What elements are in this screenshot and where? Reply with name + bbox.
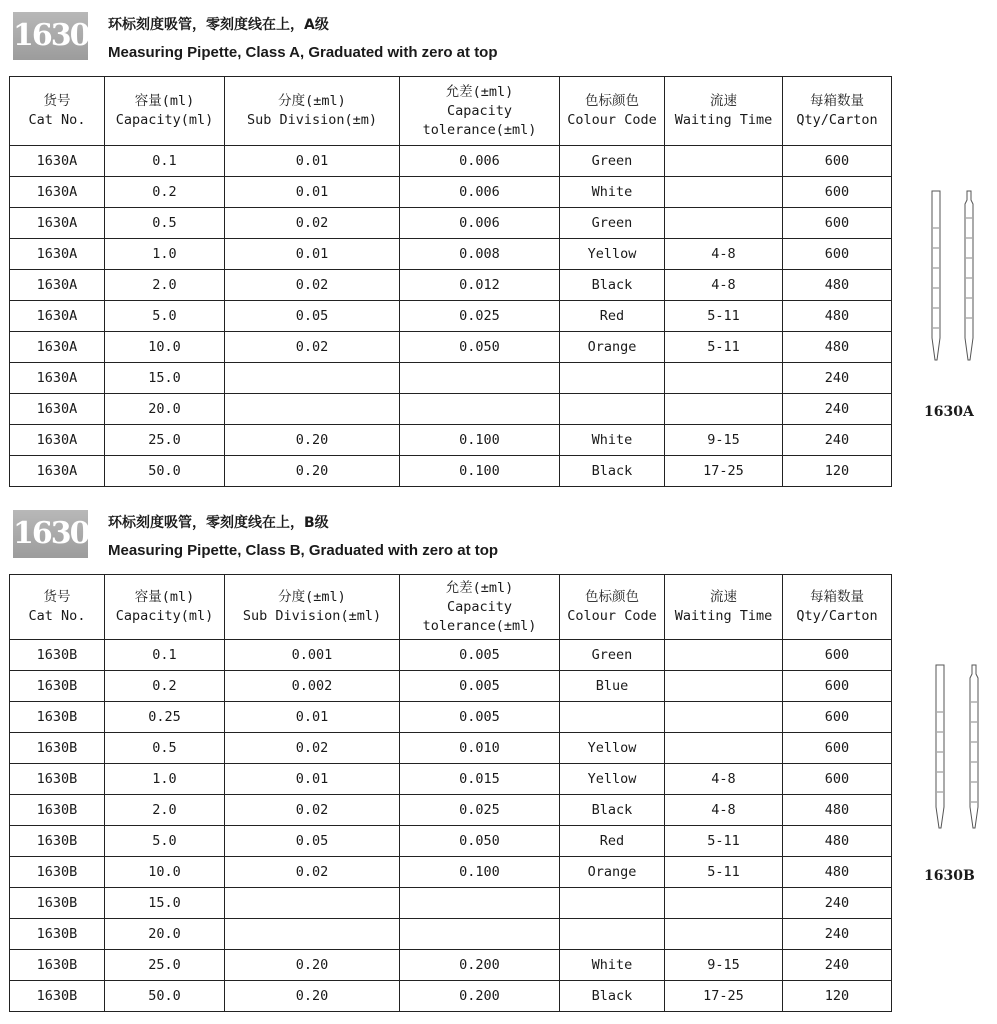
cell-qty-carton: 600: [783, 671, 892, 702]
header-line: tolerance(±ml): [422, 121, 537, 138]
cell-colour-code: [560, 919, 665, 950]
cell-colour-code: Black: [560, 456, 665, 487]
cell-tolerance: 0.100: [400, 425, 560, 456]
cell-capacity: 0.1: [105, 640, 225, 671]
cell-qty-carton: 600: [783, 146, 892, 177]
header-line: tolerance(±ml): [422, 617, 537, 634]
cell-colour-code: Black: [560, 270, 665, 301]
cell-colour-code: Red: [560, 301, 665, 332]
cell-qty-carton: 240: [783, 394, 892, 425]
cell-colour-code: Green: [560, 640, 665, 671]
cell-sub-division: 0.02: [225, 795, 400, 826]
cell-sub-division: 0.20: [225, 981, 400, 1012]
cell-cat-no: 1630A: [10, 456, 105, 487]
cell-capacity: 50.0: [105, 981, 225, 1012]
cell-cat-no: 1630B: [10, 950, 105, 981]
cell-capacity: 5.0: [105, 826, 225, 857]
cell-qty-carton: 240: [783, 919, 892, 950]
cell-capacity: 10.0: [105, 857, 225, 888]
cell-colour-code: White: [560, 177, 665, 208]
cell-qty-carton: 600: [783, 239, 892, 270]
cell-colour-code: Green: [560, 146, 665, 177]
header-capacity: [105, 77, 225, 146]
header-line: 分度(±ml): [278, 589, 346, 605]
cell-capacity: 5.0: [105, 301, 225, 332]
header-line: 容量(ml): [134, 93, 195, 109]
cell-cat-no: 1630B: [10, 888, 105, 919]
cell-cat-no: 1630B: [10, 733, 105, 764]
cell-waiting-time: [665, 640, 783, 671]
header-tolerance: [400, 77, 560, 146]
cell-capacity: 25.0: [105, 425, 225, 456]
header-tolerance: [400, 575, 560, 640]
table-row: [10, 671, 892, 702]
cell-cat-no: 1630B: [10, 702, 105, 733]
cell-colour-code: Black: [560, 981, 665, 1012]
cell-tolerance: [400, 919, 560, 950]
cell-waiting-time: [665, 394, 783, 425]
header-line: Qty/Carton: [796, 112, 878, 128]
cell-sub-division: 0.01: [225, 702, 400, 733]
cell-cat-no: 1630A: [10, 425, 105, 456]
cell-capacity: 0.2: [105, 671, 225, 702]
header-colour-code: [560, 575, 665, 640]
cell-tolerance: 0.005: [400, 702, 560, 733]
cell-waiting-time: [665, 208, 783, 239]
cell-waiting-time: [665, 146, 783, 177]
cell-waiting-time: [665, 177, 783, 208]
cell-waiting-time: 9-15: [665, 950, 783, 981]
title-english: Measuring Pipette, Class B, Graduated with zero at top: [108, 542, 499, 559]
cell-qty-carton: 480: [783, 795, 892, 826]
header-line: 分度(±ml): [278, 93, 346, 109]
cell-qty-carton: 240: [783, 425, 892, 456]
cell-sub-division: 0.02: [225, 208, 400, 239]
cell-qty-carton: 480: [783, 270, 892, 301]
cell-cat-no: 1630A: [10, 332, 105, 363]
header-line: Capacity: [446, 598, 513, 615]
cell-cat-no: 1630B: [10, 981, 105, 1012]
cell-capacity: 10.0: [105, 332, 225, 363]
header-line: Qty/Carton: [796, 608, 878, 624]
cell-waiting-time: 5-11: [665, 301, 783, 332]
table-row: [10, 270, 892, 301]
cell-tolerance: 0.200: [400, 950, 560, 981]
cell-waiting-time: 5-11: [665, 332, 783, 363]
cell-waiting-time: 17-25: [665, 981, 783, 1012]
header-line: Cat No.: [28, 112, 86, 128]
cell-cat-no: 1630B: [10, 826, 105, 857]
cell-qty-carton: 600: [783, 208, 892, 239]
cell-qty-carton: 480: [783, 301, 892, 332]
header-line: 每箱数量: [810, 93, 864, 109]
table-row: [10, 950, 892, 981]
cell-waiting-time: 9-15: [665, 425, 783, 456]
cell-cat-no: 1630B: [10, 795, 105, 826]
header-line: Colour Code: [567, 608, 657, 624]
header-row: [10, 575, 892, 640]
cell-cat-no: 1630B: [10, 764, 105, 795]
header-line: 流速: [710, 93, 737, 109]
cell-capacity: 15.0: [105, 363, 225, 394]
cell-sub-division: 0.02: [225, 332, 400, 363]
cell-cat-no: 1630B: [10, 919, 105, 950]
cell-qty-carton: 480: [783, 857, 892, 888]
cell-qty-carton: 600: [783, 177, 892, 208]
table-row: [10, 919, 892, 950]
table-row: [10, 239, 892, 270]
title-chinese: 环标刻度吸管，零刻度线在上，A级: [108, 17, 329, 33]
pipette-caption: 1630A: [924, 404, 974, 420]
cell-cat-no: 1630B: [10, 857, 105, 888]
table-row: [10, 888, 892, 919]
pipette-illustration: [920, 188, 986, 364]
cell-sub-division: 0.20: [225, 950, 400, 981]
cell-tolerance: 0.025: [400, 301, 560, 332]
title-english: Measuring Pipette, Class A, Graduated with zero at top: [108, 44, 498, 61]
cell-colour-code: Yellow: [560, 764, 665, 795]
table-row: [10, 146, 892, 177]
header-cat-no: [10, 77, 105, 146]
cell-tolerance: 0.006: [400, 208, 560, 239]
cell-qty-carton: 480: [783, 826, 892, 857]
header-line: Capacity(ml): [115, 608, 214, 624]
table-row: [10, 702, 892, 733]
cell-cat-no: 1630A: [10, 270, 105, 301]
header-line: Capacity(ml): [115, 112, 214, 128]
cell-colour-code: Orange: [560, 332, 665, 363]
cell-waiting-time: [665, 671, 783, 702]
cell-tolerance: [400, 888, 560, 919]
header-line: 色标颜色: [585, 589, 639, 605]
table-row: [10, 764, 892, 795]
cell-sub-division: [225, 394, 400, 425]
product-badge: 1630A: [13, 12, 88, 60]
header-line: 允差(±ml): [445, 579, 514, 596]
cell-qty-carton: 600: [783, 640, 892, 671]
cell-cat-no: 1630A: [10, 394, 105, 425]
cell-waiting-time: 17-25: [665, 456, 783, 487]
table-row: [10, 425, 892, 456]
header-row: [10, 77, 892, 146]
cell-tolerance: 0.050: [400, 332, 560, 363]
cell-qty-carton: 120: [783, 981, 892, 1012]
cell-tolerance: 0.006: [400, 177, 560, 208]
cell-capacity: 0.25: [105, 702, 225, 733]
cell-colour-code: White: [560, 425, 665, 456]
cell-sub-division: [225, 919, 400, 950]
cell-sub-division: 0.01: [225, 764, 400, 795]
cell-colour-code: Green: [560, 208, 665, 239]
cell-waiting-time: 4-8: [665, 764, 783, 795]
cell-cat-no: 1630A: [10, 363, 105, 394]
cell-sub-division: 0.002: [225, 671, 400, 702]
cell-waiting-time: 4-8: [665, 270, 783, 301]
header-cat-no: [10, 575, 105, 640]
cell-colour-code: [560, 888, 665, 919]
cell-capacity: 0.5: [105, 208, 225, 239]
cell-qty-carton: 120: [783, 456, 892, 487]
table-row: [10, 733, 892, 764]
cell-capacity: 0.2: [105, 177, 225, 208]
header-line: Capacity: [446, 102, 513, 119]
cell-sub-division: 0.01: [225, 146, 400, 177]
header-capacity: [105, 575, 225, 640]
cell-colour-code: [560, 702, 665, 733]
header-line: 货号: [43, 93, 71, 109]
cell-qty-carton: 240: [783, 950, 892, 981]
table-row: [10, 795, 892, 826]
header-line: Waiting Time: [674, 608, 773, 624]
spec-table: [9, 76, 892, 487]
cell-sub-division: 0.20: [225, 425, 400, 456]
cell-waiting-time: 5-11: [665, 826, 783, 857]
pipette-illustration: [920, 662, 986, 832]
cell-tolerance: 0.015: [400, 764, 560, 795]
cell-tolerance: 0.005: [400, 671, 560, 702]
cell-capacity: 2.0: [105, 270, 225, 301]
cell-sub-division: 0.05: [225, 301, 400, 332]
cell-tolerance: 0.006: [400, 146, 560, 177]
cell-sub-division: 0.02: [225, 270, 400, 301]
table-row: [10, 826, 892, 857]
cell-qty-carton: 240: [783, 888, 892, 919]
header-line: Colour Code: [567, 112, 657, 128]
cell-colour-code: Black: [560, 795, 665, 826]
header-sub-division: [225, 77, 400, 146]
cell-tolerance: 0.100: [400, 456, 560, 487]
header-line: 允差(±ml): [445, 83, 514, 100]
cell-colour-code: [560, 394, 665, 425]
cell-qty-carton: 240: [783, 363, 892, 394]
cell-colour-code: Blue: [560, 671, 665, 702]
cell-cat-no: 1630A: [10, 208, 105, 239]
cell-tolerance: 0.008: [400, 239, 560, 270]
cell-colour-code: Yellow: [560, 733, 665, 764]
cell-colour-code: Yellow: [560, 239, 665, 270]
header-sub-division: [225, 575, 400, 640]
cell-colour-code: Red: [560, 826, 665, 857]
cell-cat-no: 1630A: [10, 301, 105, 332]
cell-tolerance: [400, 363, 560, 394]
spec-table: [9, 574, 892, 1012]
header-waiting-time: [665, 77, 783, 146]
cell-capacity: 0.1: [105, 146, 225, 177]
cell-tolerance: 0.005: [400, 640, 560, 671]
cell-sub-division: 0.02: [225, 733, 400, 764]
cell-tolerance: 0.012: [400, 270, 560, 301]
header-line: 色标颜色: [585, 93, 639, 109]
cell-capacity: 25.0: [105, 950, 225, 981]
cell-colour-code: Orange: [560, 857, 665, 888]
header-line: 容量(ml): [134, 589, 195, 605]
cell-capacity: 20.0: [105, 394, 225, 425]
cell-sub-division: 0.20: [225, 456, 400, 487]
table-row: [10, 332, 892, 363]
cell-waiting-time: 4-8: [665, 239, 783, 270]
table-row: [10, 301, 892, 332]
product-badge: 1630B: [13, 510, 88, 558]
table-row: [10, 981, 892, 1012]
cell-waiting-time: 5-11: [665, 857, 783, 888]
cell-waiting-time: [665, 733, 783, 764]
header-line: 流速: [710, 589, 737, 605]
table-row: [10, 857, 892, 888]
cell-sub-division: 0.02: [225, 857, 400, 888]
cell-waiting-time: 4-8: [665, 795, 783, 826]
cell-waiting-time: [665, 363, 783, 394]
cell-waiting-time: [665, 702, 783, 733]
cell-tolerance: 0.100: [400, 857, 560, 888]
cell-sub-division: 0.001: [225, 640, 400, 671]
header-line: Cat No.: [28, 608, 86, 624]
table-row: [10, 640, 892, 671]
cell-capacity: 1.0: [105, 239, 225, 270]
cell-qty-carton: 480: [783, 332, 892, 363]
cell-cat-no: 1630A: [10, 177, 105, 208]
cell-tolerance: 0.050: [400, 826, 560, 857]
pipette-caption: 1630B: [924, 868, 975, 884]
header-line: Sub Division(±ml): [242, 608, 382, 624]
cell-cat-no: 1630A: [10, 146, 105, 177]
cell-tolerance: 0.025: [400, 795, 560, 826]
cell-tolerance: [400, 394, 560, 425]
cell-cat-no: 1630B: [10, 640, 105, 671]
cell-cat-no: 1630A: [10, 239, 105, 270]
cell-capacity: 0.5: [105, 733, 225, 764]
header-line: 每箱数量: [810, 589, 864, 605]
cell-waiting-time: [665, 919, 783, 950]
table-row: [10, 456, 892, 487]
cell-sub-division: 0.01: [225, 177, 400, 208]
cell-qty-carton: 600: [783, 702, 892, 733]
cell-colour-code: [560, 363, 665, 394]
cell-capacity: 2.0: [105, 795, 225, 826]
cell-waiting-time: [665, 888, 783, 919]
cell-tolerance: 0.010: [400, 733, 560, 764]
table-row: [10, 394, 892, 425]
cell-capacity: 20.0: [105, 919, 225, 950]
table-row: [10, 177, 892, 208]
header-colour-code: [560, 77, 665, 146]
cell-cat-no: 1630B: [10, 671, 105, 702]
table-row: [10, 208, 892, 239]
cell-qty-carton: 600: [783, 764, 892, 795]
title-chinese: 环标刻度吸管，零刻度线在上，B级: [108, 515, 329, 531]
header-line: Sub Division(±m): [246, 112, 378, 128]
header-line: 货号: [43, 589, 71, 605]
header-qty-carton: [783, 575, 892, 640]
cell-capacity: 15.0: [105, 888, 225, 919]
header-waiting-time: [665, 575, 783, 640]
cell-capacity: 1.0: [105, 764, 225, 795]
cell-sub-division: 0.05: [225, 826, 400, 857]
header-qty-carton: [783, 77, 892, 146]
cell-sub-division: 0.01: [225, 239, 400, 270]
cell-tolerance: 0.200: [400, 981, 560, 1012]
table-row: [10, 363, 892, 394]
cell-colour-code: White: [560, 950, 665, 981]
cell-sub-division: [225, 363, 400, 394]
cell-qty-carton: 600: [783, 733, 892, 764]
cell-sub-division: [225, 888, 400, 919]
cell-capacity: 50.0: [105, 456, 225, 487]
header-line: Waiting Time: [674, 112, 773, 128]
